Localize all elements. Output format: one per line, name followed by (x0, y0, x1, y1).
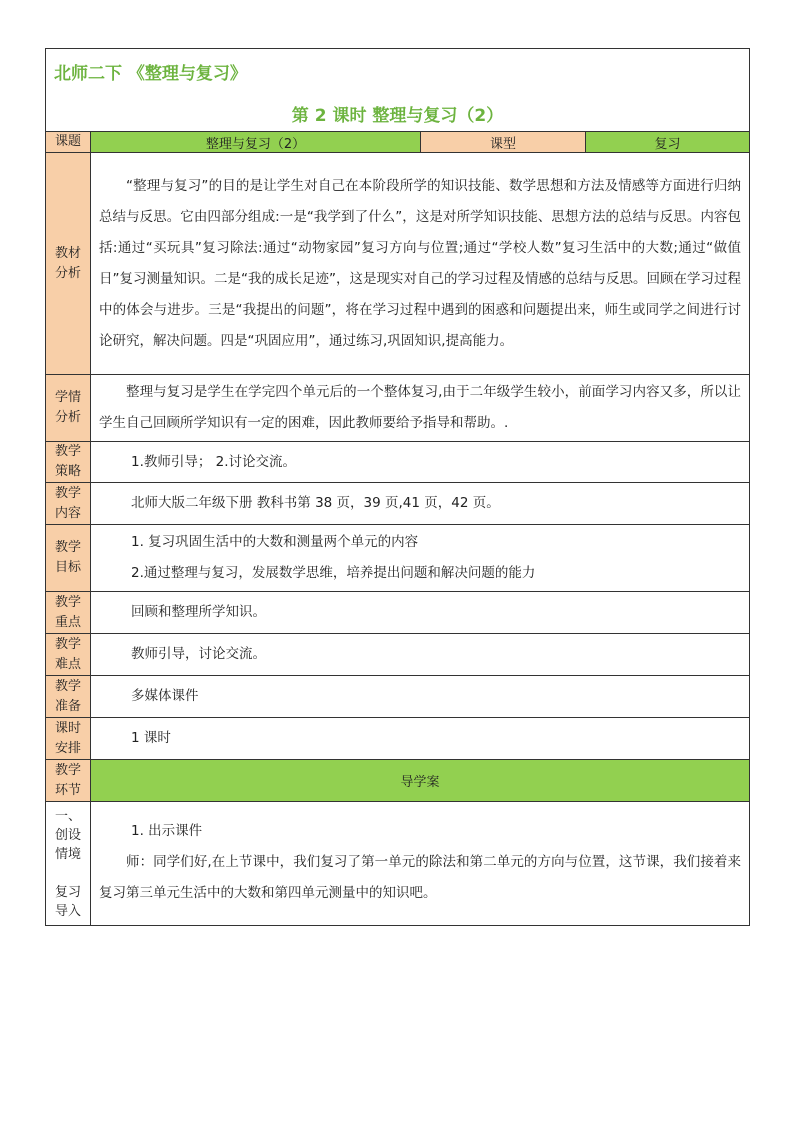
goal-line: 1. 复习巩固生活中的大数和测量两个单元的内容 (131, 534, 419, 550)
goal-line: 2.通过整理与复习，发展数学思维，培养提出问题和解决问题的能力 (131, 565, 536, 581)
preparation-text: 多媒体课件 (91, 676, 750, 718)
topic-value: 整理与复习（2） (91, 132, 421, 153)
type-value: 复习 (586, 132, 750, 153)
lesson-plan-table (45, 48, 750, 926)
content-text: 北师大版二年级下册 教科书第 38 页，39 页,41 页，42 页。 (91, 483, 750, 525)
preparation-label: 教学 准备 (46, 676, 91, 718)
key-points-text: 回顾和整理所学知识。 (91, 592, 750, 634)
lesson-title: 第 2 课时 整理与复习（2） (291, 106, 504, 126)
student-analysis-label: 学情 分析 (46, 375, 91, 442)
intro-speech: 师：同学们好,在上节课中，我们复习了第一单元的除法和第二单元的方向与位置，这节课，我们接着来复习第三单元生活中的大数和第四单元测量中的知识吧。 (99, 854, 741, 901)
series-title: 北师二下 《整理与复习》 (54, 64, 247, 84)
header-cell (46, 49, 750, 132)
textbook-analysis-label: 教材 分析 (46, 153, 91, 375)
lesson-plan-sheet (45, 48, 749, 926)
schedule-text: 1 课时 (91, 718, 750, 760)
key-points-label: 教学 重点 (46, 592, 91, 634)
topic-label: 课题 (46, 132, 91, 153)
goals-label: 教学 目标 (46, 525, 91, 592)
type-label: 课型 (421, 132, 586, 153)
strategy-label: 教学 策略 (46, 442, 91, 483)
intro-item: 1. 出示课件 (131, 823, 203, 839)
schedule-label: 课时 安排 (46, 718, 91, 760)
stage-text: 导学案 (91, 760, 750, 802)
stage-label: 教学 环节 (46, 760, 91, 802)
intro-text (91, 802, 750, 926)
difficulties-text: 教师引导，讨论交流。 (91, 634, 750, 676)
goals-text (91, 525, 750, 592)
difficulties-label: 教学 难点 (46, 634, 91, 676)
strategy-text: 1.教师引导； 2.讨论交流。 (91, 442, 750, 483)
content-label: 教学 内容 (46, 483, 91, 525)
intro-label: 一、 创设 情境 复习 导入 (46, 802, 91, 926)
student-analysis-text: 整理与复习是学生在学完四个单元后的一个整体复习,由于二年级学生较小，前面学习内容又多，所以让学生自己回顾所学知识有一定的困难，因此教师要给予指导和帮助。. (91, 375, 750, 442)
textbook-analysis-text: “整理与复习”的目的是让学生对自己在本阶段所学的知识技能、数学思想和方法及情感等方面进行归纳总结与反思。它由四部分组成:一是“我学到了什么”，这是对所学知识技能、思想方法的总结与反思。内容包括:通过“买玩具”复习除法:通过“动物家园”复习方向与位置;通过“学校人数”复习生活中的大数;通过“做值日”复习测量知识。二是“我的成长足迹”，这是现实对自己的学习过程及情感的总结与反思。回顾在学习过程中的体会与进步。三是“我提出的问题”，将在学习过程中遇到的困惑和问题提出来，师生或同学之间进行讨论研究，解决问题。四是“巩固应用”，通过练习,巩固知识,提高能力。 (91, 153, 750, 375)
